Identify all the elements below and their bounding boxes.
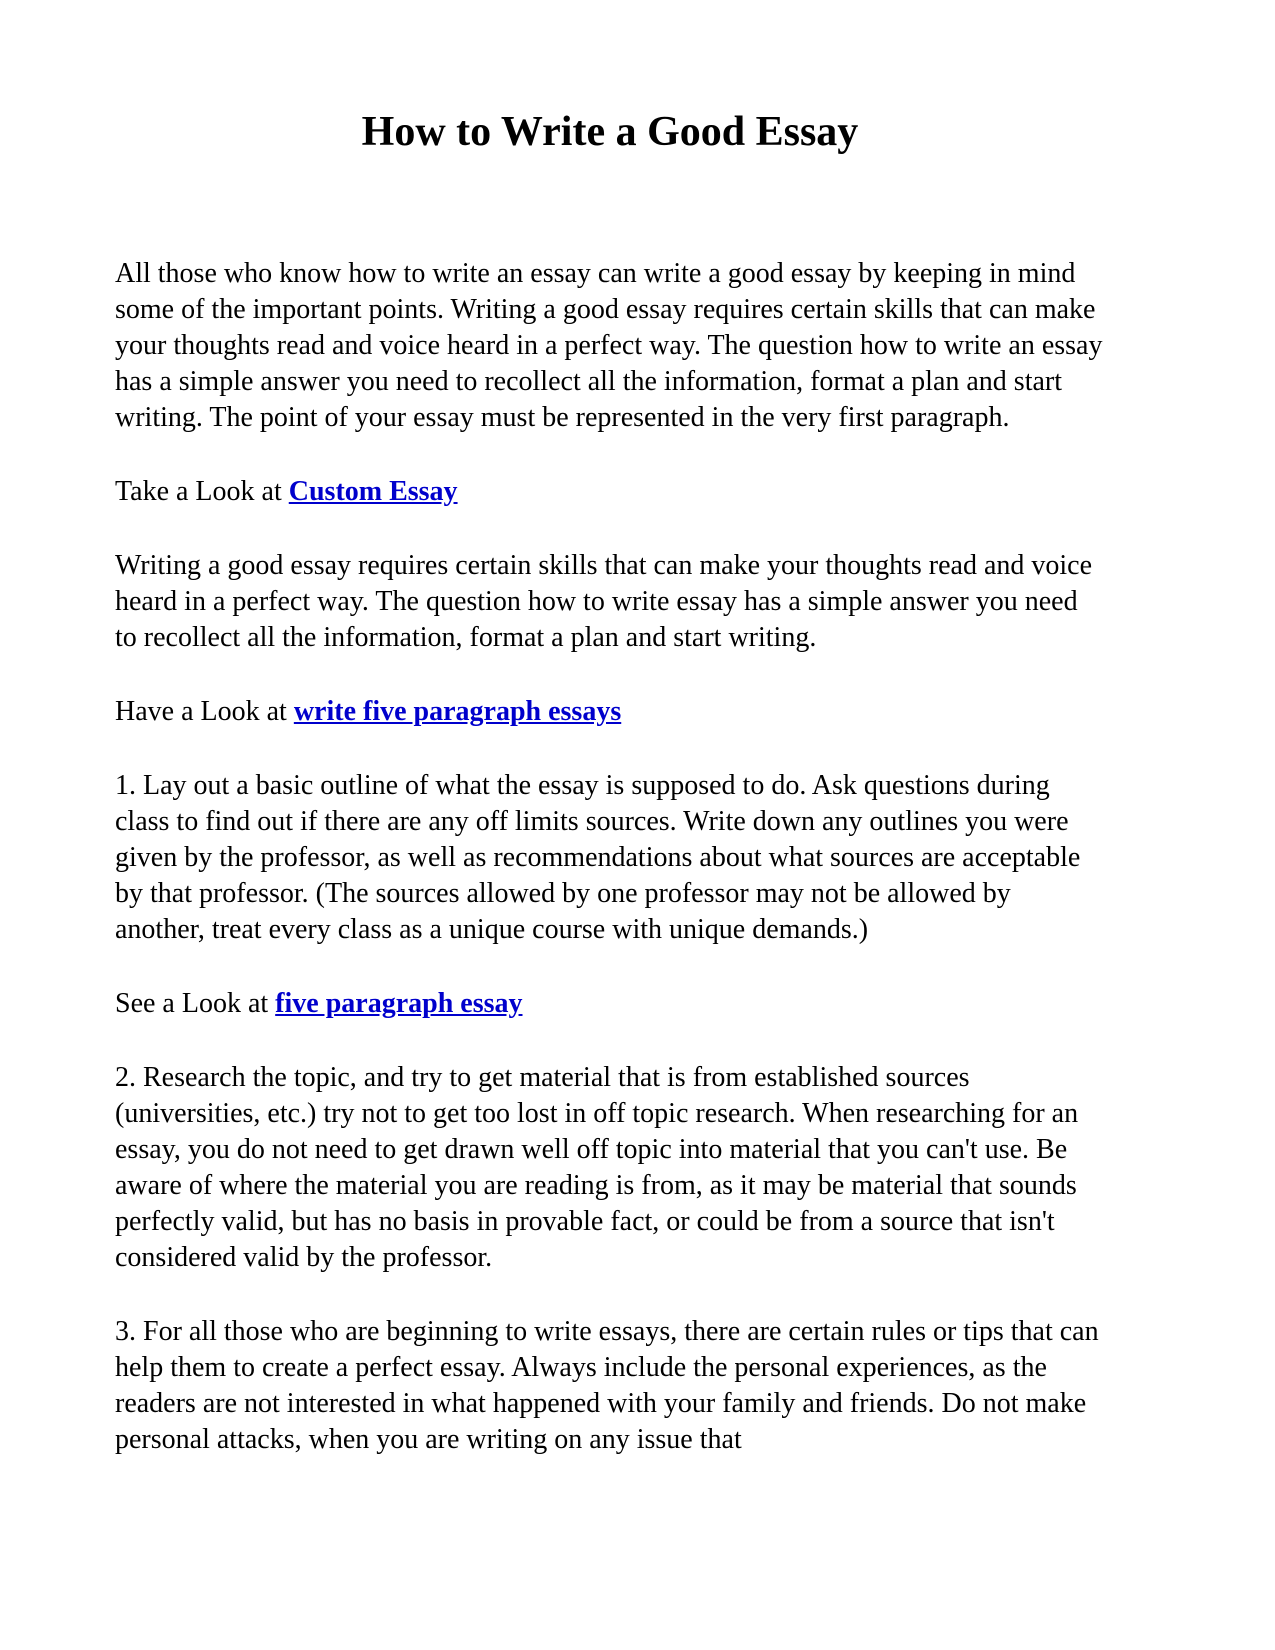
five-paragraph-essay-link[interactable]: five paragraph essay: [275, 988, 523, 1019]
paragraph-step-1-outline: 1. Lay out a basic outline of what the essay is supposed to do. Ask questions during class to find out if there are any off limits sources. Write down any outlines you were given by the professor, as well as recommendations about what sources are acceptable by that professor. (The sources allowed by one professor may not be allowed by another, treat every class as a unique course with unique demands.): [115, 770, 1081, 945]
paragraph-step-3-rules: 3. For all those who are beginning to write essays, there are certain rules or tips that can help them to create a perfect essay. Always include the personal experiences, as the readers are not interested in what happened with your family and friends. Do not make personal attacks, when you are writing on any issue that: [115, 1316, 1099, 1455]
page-title: How to Write a Good Essay: [361, 109, 859, 155]
link-line-five-paragraph-essays: [115, 694, 1105, 730]
link-line-prefix: Take a Look at: [115, 476, 289, 507]
link-line-prefix: See a Look at: [115, 988, 276, 1019]
link-line-five-paragraph-essay: [115, 986, 1105, 1022]
link-line-prefix: Have a Look at: [115, 696, 294, 727]
link-line-custom-essay: [115, 474, 1105, 510]
paragraph-writing-skills: Writing a good essay requires certain skills that can make your thoughts read and voice heard in a perfect way. The question how to write essay has a simple answer you need to recollect all the information, format a plan and start writing.: [115, 550, 1093, 653]
paragraph-step-2-research: 2. Research the topic, and try to get material that is from established sources (universities, etc.) try not to get too lost in off topic research. When researching for an essay, you do not need to get drawn well off topic into material that you can't use. Be aware of where the material you are reading is from, as it may be material that sounds perfectly valid, but has no basis in provable fact, or could be from a source that isn't considered valid by the professor.: [115, 1062, 1079, 1273]
intro-paragraph: All those who know how to write an essay can write a good essay by keeping in mind some of the important points. Writing a good essay requires certain skills that can make your thoughts read and voice heard in a perfect way. The question how to write an essay has a simple answer you need to recollect all the information, format a plan and start writing. The point of your essay must be represented in the very first paragraph.: [115, 258, 1103, 433]
custom-essay-link[interactable]: Custom Essay: [288, 476, 458, 507]
write-five-paragraph-essays-link[interactable]: write five paragraph essays: [293, 696, 622, 727]
